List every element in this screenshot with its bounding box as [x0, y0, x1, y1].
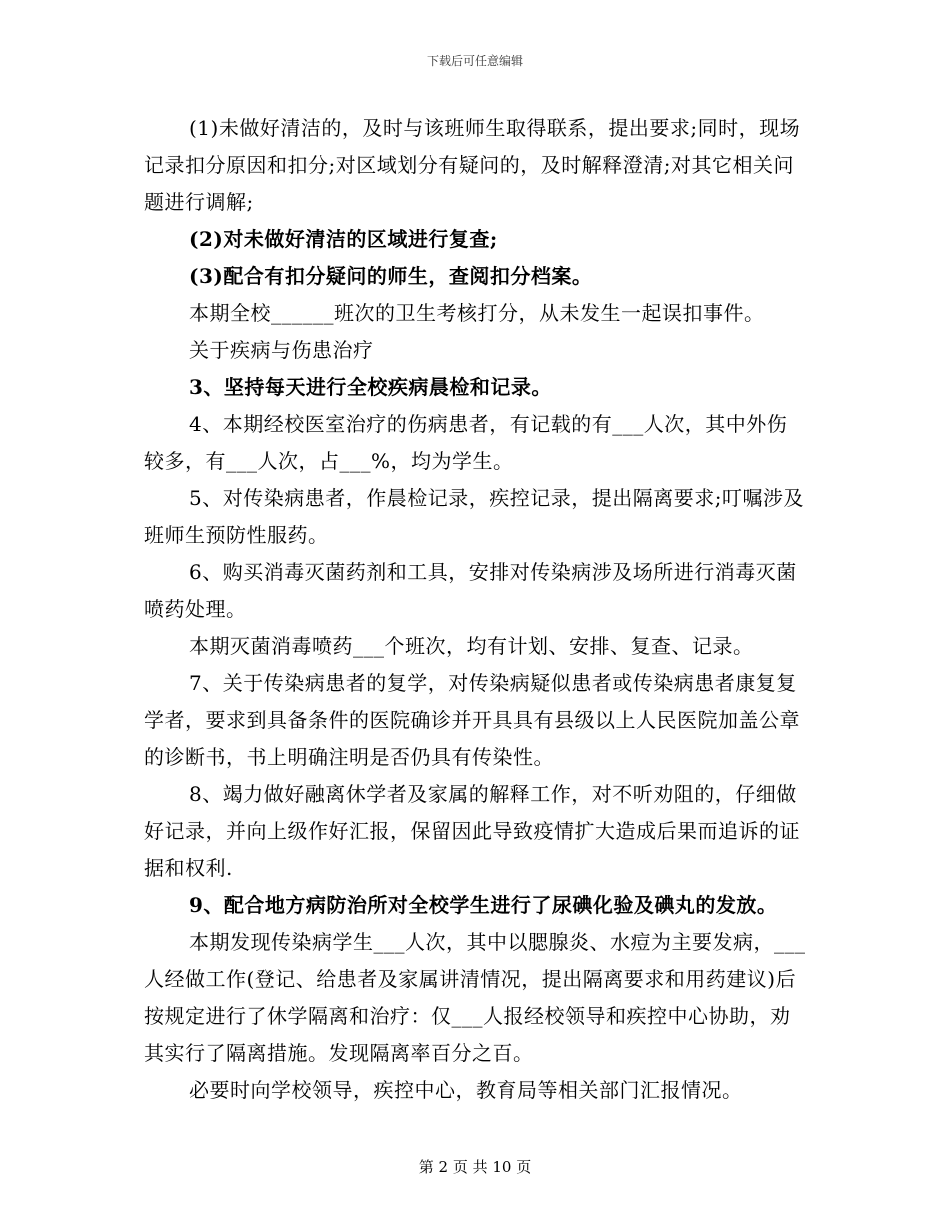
paragraph: 4、本期经校医室治疗的伤病患者，有记载的有___人次，其中外伤较多，有___人次，占___%，均为学生。	[144, 412, 788, 473]
paragraph: (1)未做好清洁的，及时与该班师生取得联系，提出要求;同时，现场记录扣分原因和扣分;对区域划分有疑问的，及时解释澄清;对其它相关问题进行调解;	[144, 116, 801, 214]
paragraph: 6、购买消毒灭菌药剂和工具，安排对传染病涉及场所进行消毒灭菌喷药处理。	[144, 560, 797, 621]
paragraph: 3、坚持每天进行全校疾病晨检和记录。	[189, 375, 552, 399]
paragraph: 8、竭力做好融离休学者及家属的解释工作，对不听劝阻的，仔细做好记录，并向上级作好汇报，保留因此导致疫情扩大造成后果而追诉的证据和权利.	[144, 782, 800, 880]
document-body	[144, 110, 806, 1109]
section-heading: 关于疾病与伤患治疗	[189, 338, 374, 362]
paragraph: 5、对传染病患者，作晨检记录，疾控记录，提出隔离要求;叮嘱涉及班师生预防性服药。	[144, 486, 804, 547]
paragraph: (3)配合有扣分疑问的师生，查阅扣分档案。	[189, 264, 593, 288]
paragraph: 本期发现传染病学生___人次，其中以腮腺炎、水痘为主要发病，___人经做工作(登记、给患者及家属讲清情况，提出隔离要求和用药建议)后按规定进行了休学隔离和治疗：仅___人报经校领导和疾控中心协助，劝其实行了隔离措施。发现隔离率百分之百。	[144, 930, 806, 1065]
page-footer: 第 2 页 共 10 页	[418, 1158, 532, 1176]
paragraph: 必要时向学校领导，疾控中心，教育局等相关部门汇报情况。	[189, 1078, 743, 1102]
paragraph: 本期灭菌消毒喷药___个班次，均有计划、安排、复查、记录。	[189, 634, 754, 658]
paragraph: 9、配合地方病防治所对全校学生进行了尿碘化验及碘丸的发放。	[189, 893, 778, 917]
paragraph: 7、关于传染病患者的复学，对传染病疑似患者或传染病患者康复复学者，要求到具备条件的医院确诊并开具具有县级以上人民医院加盖公章的诊断书，书上明确注明是否仍具有传染性。	[144, 671, 800, 769]
page-header: 下载后可任意编辑	[426, 54, 523, 68]
paragraph: 本期全校______班次的卫生考核打分，从未发生一起误扣事件。	[189, 301, 765, 325]
paragraph: (2)对未做好清洁的区域进行复查;	[189, 227, 498, 251]
